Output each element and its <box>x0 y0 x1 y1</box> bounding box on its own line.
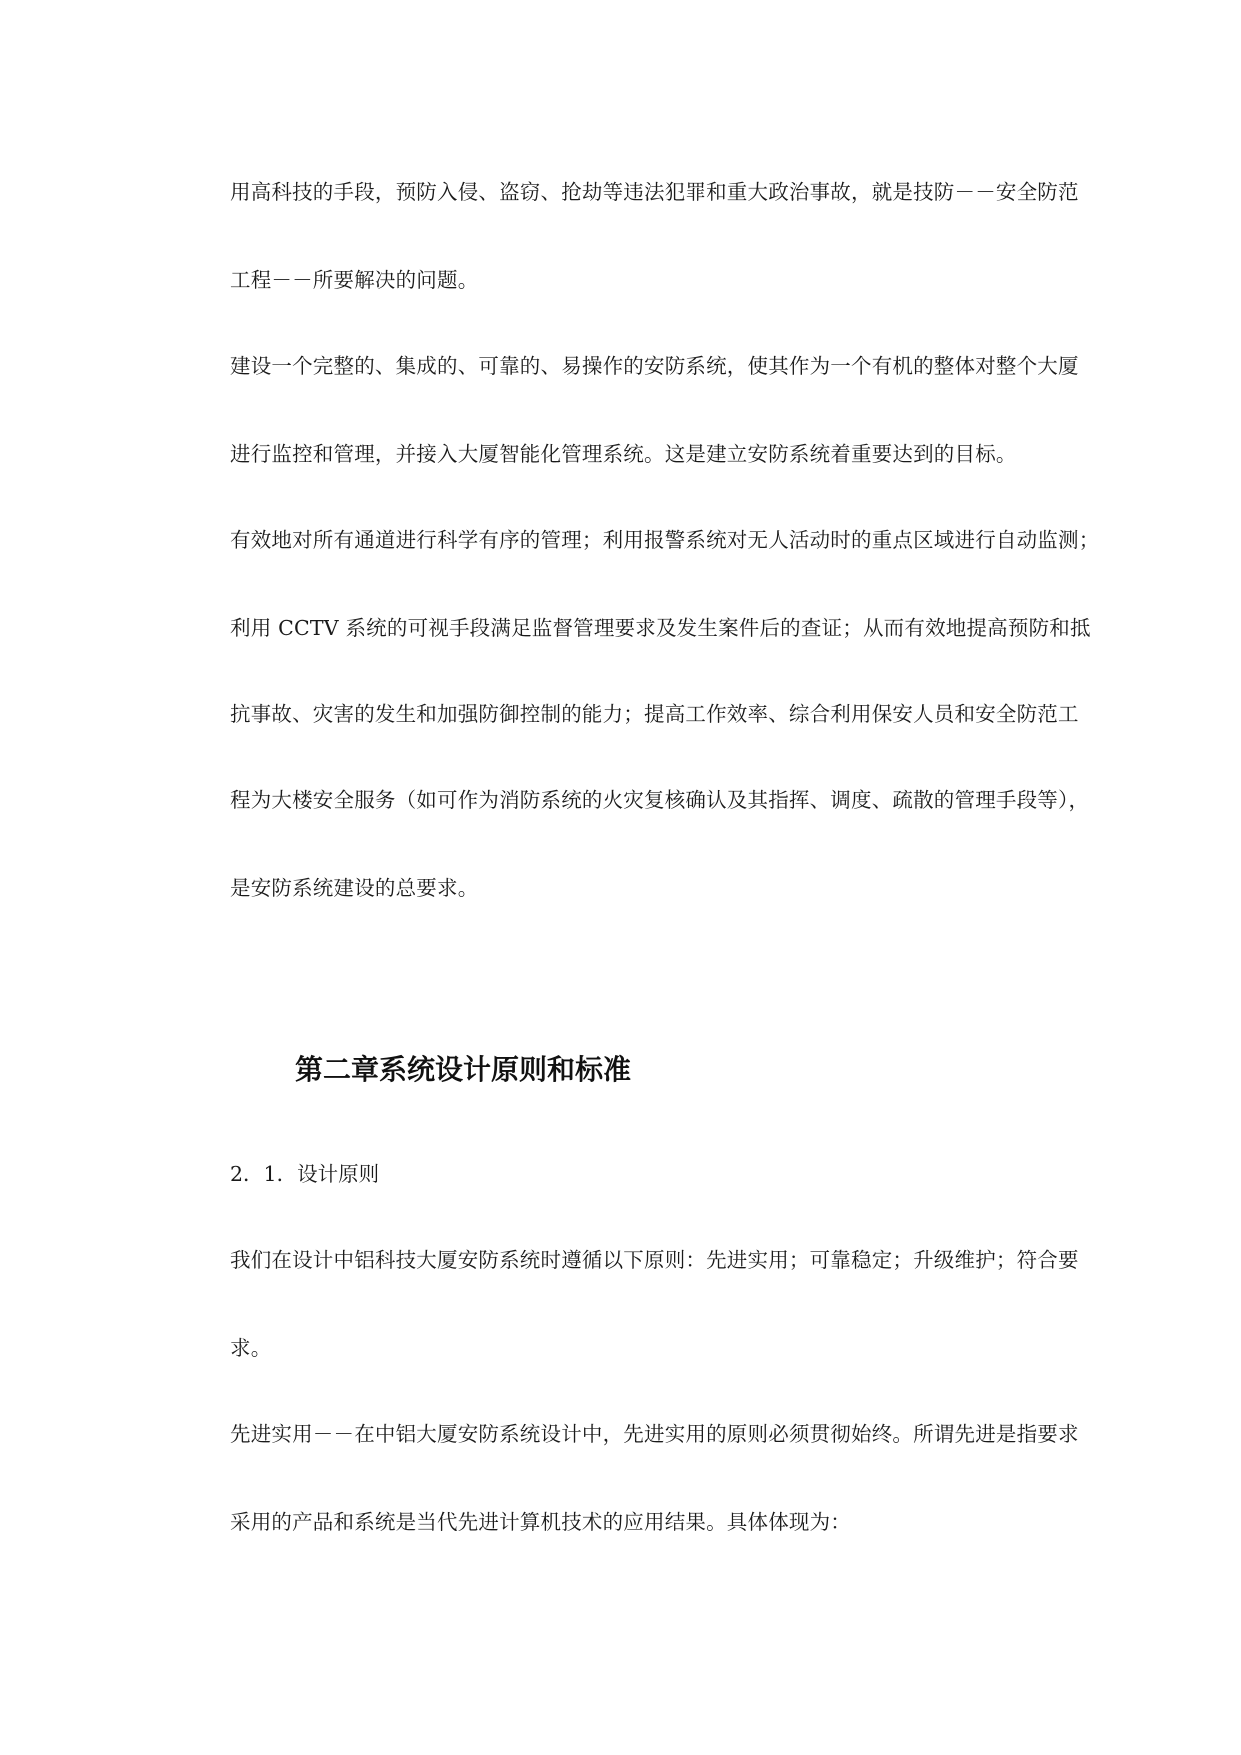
paragraph-1-line-2: 工程－－所要解决的问题。 <box>230 268 479 292</box>
paragraph-1-line-1: 用高科技的手段，预防入侵、盗窃、抢劫等违法犯罪和重大政治事故，就是技防－－安全防范 <box>230 180 1079 204</box>
chapter-title: 第二章系统设计原则和标准 <box>295 1053 632 1086</box>
paragraph-3-line-1: 有效地对所有通道进行科学有序的管理；利用报警系统对无人活动时的重点区域进行自动监测； <box>230 528 1100 552</box>
paragraph-2-line-1: 建设一个完整的、集成的、可靠的、易操作的安防系统，使其作为一个有机的整体对整个大厦 <box>230 354 1079 378</box>
paragraph-5-line-1: 先进实用－－在中铝大厦安防系统设计中，先进实用的原则必须贯彻始终。所谓先进是指要求 <box>230 1422 1079 1446</box>
paragraph-3-line-3: 抗事故、灾害的发生和加强防御控制的能力；提高工作效率、综合利用保安人员和安全防范工 <box>230 702 1079 726</box>
paragraph-2-line-2: 进行监控和管理，并接入大厦智能化管理系统。这是建立安防系统着重要达到的目标。 <box>230 442 1017 466</box>
paragraph-3-line-2: 利用 CCTV 系统的可视手段满足监督管理要求及发生案件后的查证；从而有效地提高预防和抵 <box>230 616 1091 640</box>
paragraph-3-line-5: 是安防系统建设的总要求。 <box>230 876 479 900</box>
paragraph-4-line-1: 我们在设计中铝科技大厦安防系统时遵循以下原则：先进实用；可靠稳定；升级维护；符合要 <box>230 1248 1079 1272</box>
paragraph-4-line-2: 求。 <box>230 1336 272 1360</box>
section-title: 2．1．设计原则 <box>230 1162 380 1186</box>
paragraph-3-line-4: 程为大楼安全服务（如可作为消防系统的火灾复核确认及其指挥、调度、疏散的管理手段等）， <box>230 788 1090 812</box>
paragraph-5-line-2: 采用的产品和系统是当代先进计算机技术的应用结果。具体体现为： <box>230 1510 851 1534</box>
